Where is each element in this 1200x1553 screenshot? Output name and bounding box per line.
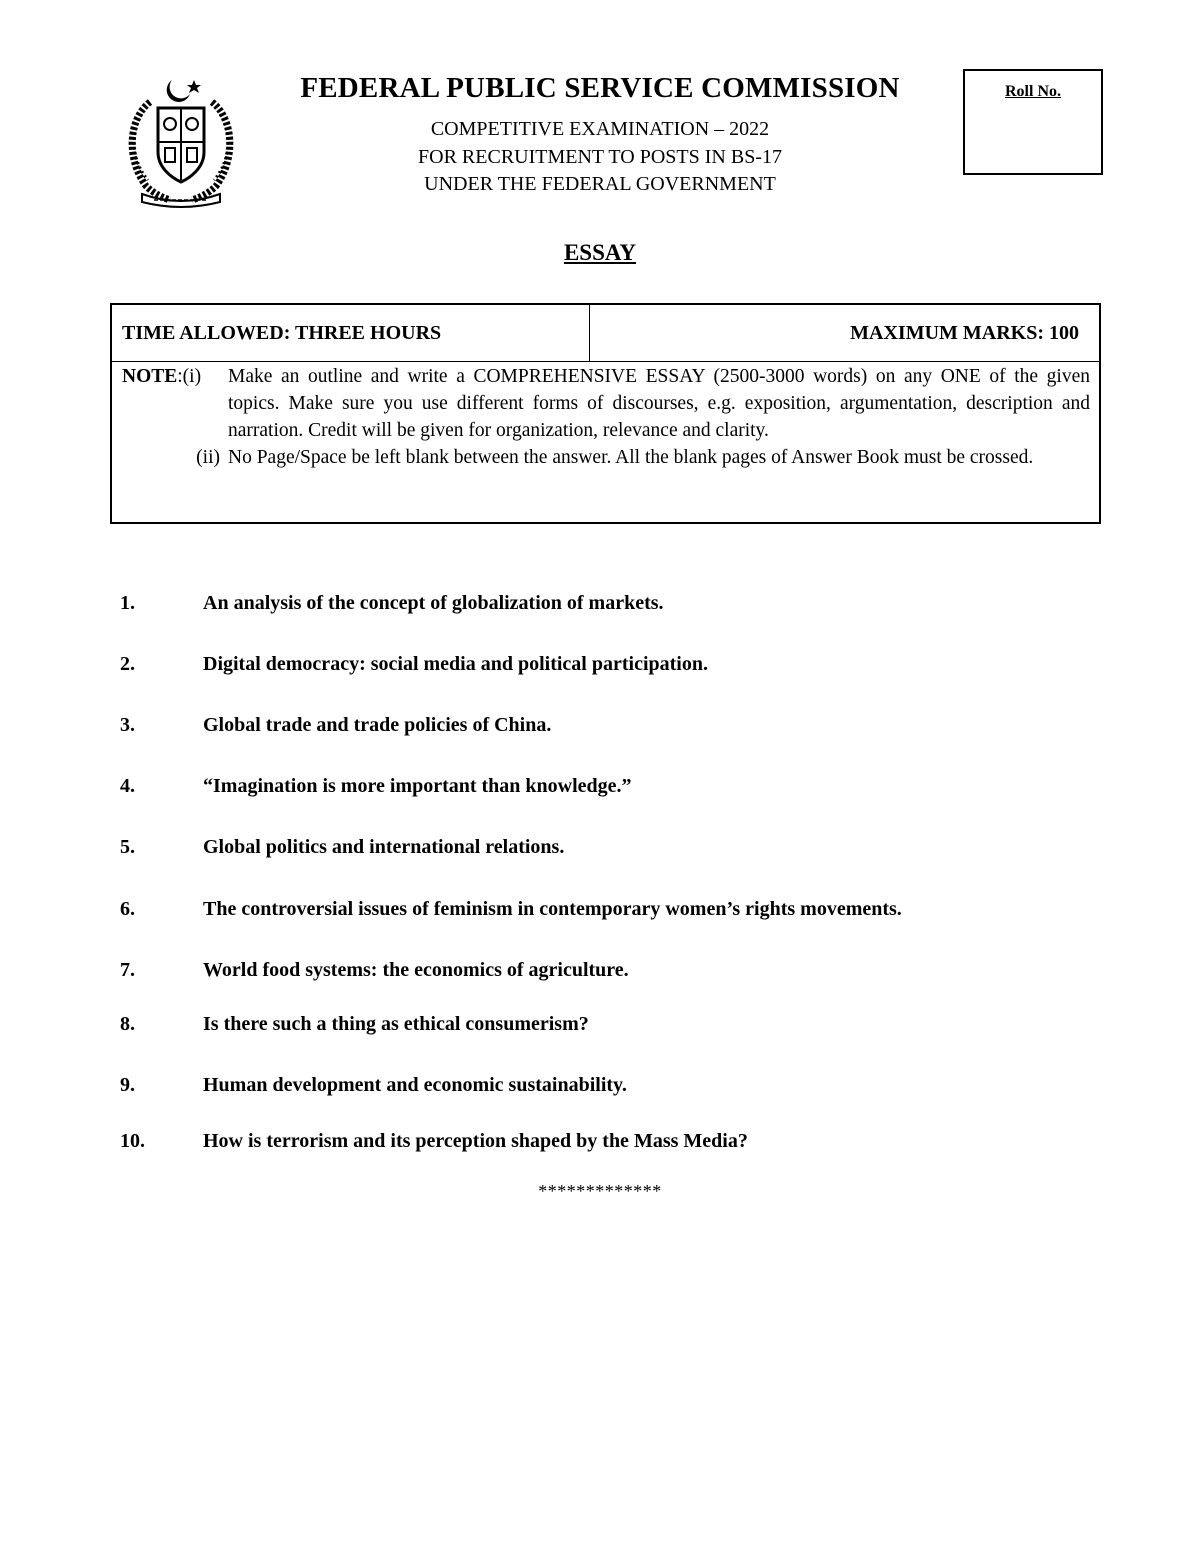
government-line: UNDER THE FEDERAL GOVERNMENT <box>424 173 776 195</box>
commission-title: FEDERAL PUBLIC SERVICE COMMISSION <box>300 72 900 104</box>
instructions-table <box>110 303 1101 524</box>
topic-text: Is there such a thing as ethical consumerism? <box>203 1013 589 1035</box>
note-item-1-marker: :(i) <box>177 366 202 387</box>
note-item-2 <box>122 444 1090 471</box>
exam-line: COMPETITIVE EXAMINATION – 2022 <box>430 118 770 140</box>
note-block <box>122 363 1090 471</box>
topic-text: An analysis of the concept of globalization of markets. <box>203 592 664 614</box>
roll-number-label: Roll No. <box>1005 83 1061 100</box>
topic-number: 5. <box>120 836 135 858</box>
topic-text: World food systems: the economics of agriculture. <box>203 959 629 981</box>
topic-text: Human development and economic sustainability. <box>203 1074 627 1096</box>
state-emblem-icon <box>120 74 242 208</box>
topic-text: Global trade and trade policies of China. <box>203 714 552 736</box>
note-label: NOTE <box>122 366 178 387</box>
topic-number: 10. <box>120 1130 145 1152</box>
topic-text: Digital democracy: social media and political participation. <box>203 653 708 675</box>
end-of-paper-mark: ************* <box>538 1181 662 1201</box>
cell-divider <box>589 305 590 361</box>
maximum-marks: MAXIMUM MARKS: 100 <box>850 322 1079 344</box>
topic-text: How is terrorism and its perception shaped by the Mass Media? <box>203 1130 748 1152</box>
note-item-1-text: Make an outline and write a COMPREHENSIVE ESSAY (2500-3000 words) on any ONE of the given topics. Make sure you use different forms of discourses, e.g. exposition, argumentation, description and narration. Credit will be given for organization, relevance and clarity. <box>228 366 1090 441</box>
topic-text: The controversial issues of feminism in contemporary women’s rights movements. <box>203 898 902 920</box>
note-item-2-text: No Page/Space be left blank between the answer. All the blank pages of Answer Book must be crossed. <box>228 447 1034 468</box>
topic-number: 8. <box>120 1013 135 1035</box>
topic-number: 1. <box>120 592 135 614</box>
topic-number: 6. <box>120 898 135 920</box>
time-allowed: TIME ALLOWED: THREE HOURS <box>122 322 442 344</box>
paper-info-row <box>112 305 1099 362</box>
topic-number: 3. <box>120 714 135 736</box>
note-item-1 <box>122 363 1090 444</box>
topic-number: 7. <box>120 959 135 981</box>
topic-text: “Imagination is more important than knowledge.” <box>203 775 632 797</box>
recruitment-line: FOR RECRUITMENT TO POSTS IN BS-17 <box>418 146 782 168</box>
topic-number: 2. <box>120 653 135 675</box>
topic-number: 9. <box>120 1074 135 1096</box>
note-item-2-marker: (ii) <box>196 447 220 468</box>
subject-heading: ESSAY <box>563 240 637 265</box>
roll-number-box[interactable] <box>963 69 1103 175</box>
topic-number: 4. <box>120 775 135 797</box>
topic-text: Global politics and international relations. <box>203 836 565 858</box>
